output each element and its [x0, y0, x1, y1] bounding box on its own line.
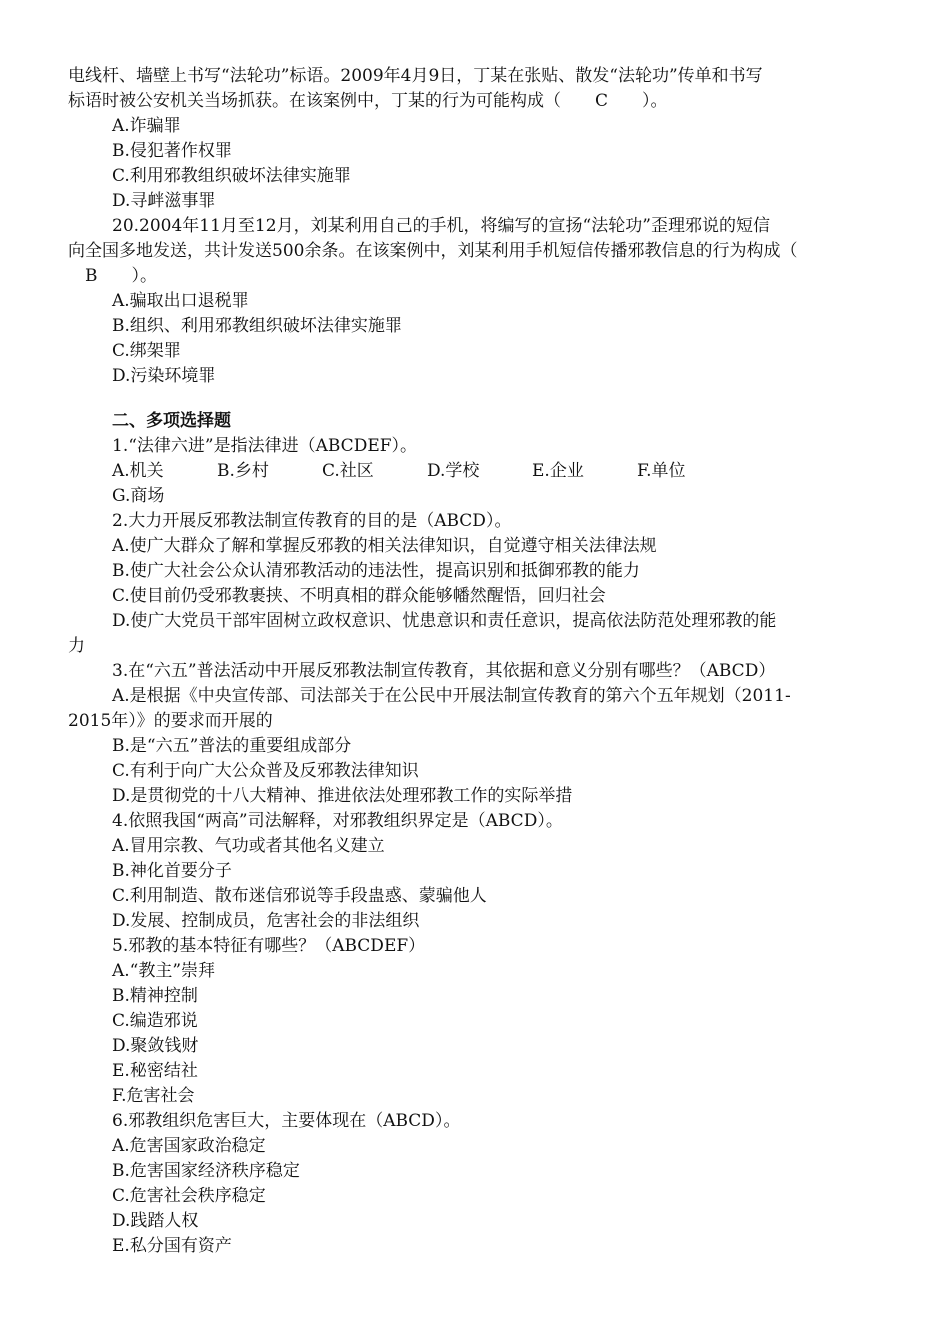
m2-option-a: A.使广大群众了解和掌握反邪教的相关法律知识，自觉遵守相关法律法规: [112, 536, 657, 556]
m5-option-f: F.危害社会: [112, 1086, 195, 1106]
section-heading-multiple-choice: 二、多项选择题: [112, 411, 231, 431]
m6-option-c: C.危害社会秩序稳定: [112, 1186, 266, 1206]
m6-option-d: D.践踏人权: [112, 1211, 199, 1231]
m6-question: 6.邪教组织危害巨大，主要体现在（ABCD）。: [112, 1111, 461, 1131]
q19-stem-line-2: 标语时被公安机关当场抓获。在该案例中，丁某的行为可能构成（ C ）。: [68, 91, 668, 111]
m2-question: 2.大力开展反邪教法制宣传教育的目的是（ABCD）。: [112, 511, 512, 531]
m3-option-a-line-1: A.是根据《中央宣传部、司法部关于在公民中开展法制宣传教育的第六个五年规划（2011-: [112, 686, 791, 706]
m1-option-f: F.单位: [637, 461, 686, 481]
m4-option-d: D.发展、控制成员，危害社会的非法组织: [112, 911, 420, 931]
m1-option-c: C.社区: [322, 461, 374, 481]
m2-option-d-line-1: D.使广大党员干部牢固树立政权意识、忧患意识和责任意识，提高依法防范处理邪教的能: [112, 611, 777, 631]
q20-stem-line-2: 向全国多地发送，共计发送500余条。在该案例中，刘某利用手机短信传播邪教信息的行为构成（: [68, 241, 798, 261]
m5-question: 5.邪教的基本特征有哪些？（ABCDEF）: [112, 936, 426, 956]
m5-option-e: E.秘密结社: [112, 1061, 198, 1081]
m2-option-b: B.使广大社会公众认清邪教活动的违法性，提高识别和抵御邪教的能力: [112, 561, 640, 581]
m6-option-e: E.私分国有资产: [112, 1236, 232, 1256]
q20-option-a: A.骗取出口退税罪: [112, 291, 249, 311]
m1-option-g: G.商场: [112, 486, 165, 506]
m4-option-a: A.冒用宗教、气功或者其他名义建立: [112, 836, 385, 856]
m3-option-c: C.有利于向广大公众普及反邪教法律知识: [112, 761, 419, 781]
m4-option-b: B.神化首要分子: [112, 861, 232, 881]
m2-option-d-line-2: 力: [68, 636, 85, 656]
m2-option-c: C.使目前仍受邪教裹挟、不明真相的群众能够幡然醒悟，回归社会: [112, 586, 606, 606]
m6-option-b: B.危害国家经济秩序稳定: [112, 1161, 300, 1181]
q19-option-c: C.利用邪教组织破坏法律实施罪: [112, 166, 351, 186]
m4-option-c: C.利用制造、散布迷信邪说等手段蛊惑、蒙骗他人: [112, 886, 487, 906]
q20-option-c: C.绑架罪: [112, 341, 181, 361]
m5-option-a: A.“教主”崇拜: [112, 961, 216, 981]
m3-question: 3.在“六五”普法活动中开展反邪教法制宣传教育，其依据和意义分别有哪些？（ABCD）: [112, 661, 776, 681]
q19-option-d: D.寻衅滋事罪: [112, 191, 216, 211]
m1-question: 1.“法律六进”是指法律进（ABCDEF）。: [112, 436, 418, 456]
q19-option-a: A.诈骗罪: [112, 116, 181, 136]
m1-option-a: A.机关: [112, 461, 164, 481]
m1-option-b: B.乡村: [217, 461, 269, 481]
m1-option-e: E.企业: [532, 461, 584, 481]
q20-option-d: D.污染环境罪: [112, 366, 216, 386]
m5-option-c: C.编造邪说: [112, 1011, 198, 1031]
q20-stem-line-3: B ）。: [68, 266, 157, 286]
q20-option-b: B.组织、利用邪教组织破坏法律实施罪: [112, 316, 402, 336]
m3-option-b: B.是“六五”普法的重要组成部分: [112, 736, 352, 756]
m3-option-a-line-2: 2015年）》的要求而开展的: [68, 711, 273, 731]
document-body: [68, 64, 868, 1259]
m6-option-a: A.危害国家政治稳定: [112, 1136, 266, 1156]
m5-option-b: B.精神控制: [112, 986, 198, 1006]
m1-option-d: D.学校: [427, 461, 480, 481]
q19-stem-line-1: 电线杆、墙壁上书写“法轮功”标语。2009年4月9日，丁某在张贴、散发“法轮功”传单和书写: [68, 66, 763, 86]
m4-question: 4.依照我国“两高”司法解释，对邪教组织界定是（ABCD）。: [112, 811, 563, 831]
q19-option-b: B.侵犯著作权罪: [112, 141, 232, 161]
m5-option-d: D.聚敛钱财: [112, 1036, 199, 1056]
m3-option-d: D.是贯彻党的十八大精神、推进依法处理邪教工作的实际举措: [112, 786, 573, 806]
m1-options-row: [68, 459, 868, 484]
q20-stem-line-1: 20.2004年11月至12月，刘某利用自己的手机，将编写的宣扬“法轮功”歪理邪说的短信: [112, 216, 770, 236]
section-gap: [68, 389, 868, 409]
